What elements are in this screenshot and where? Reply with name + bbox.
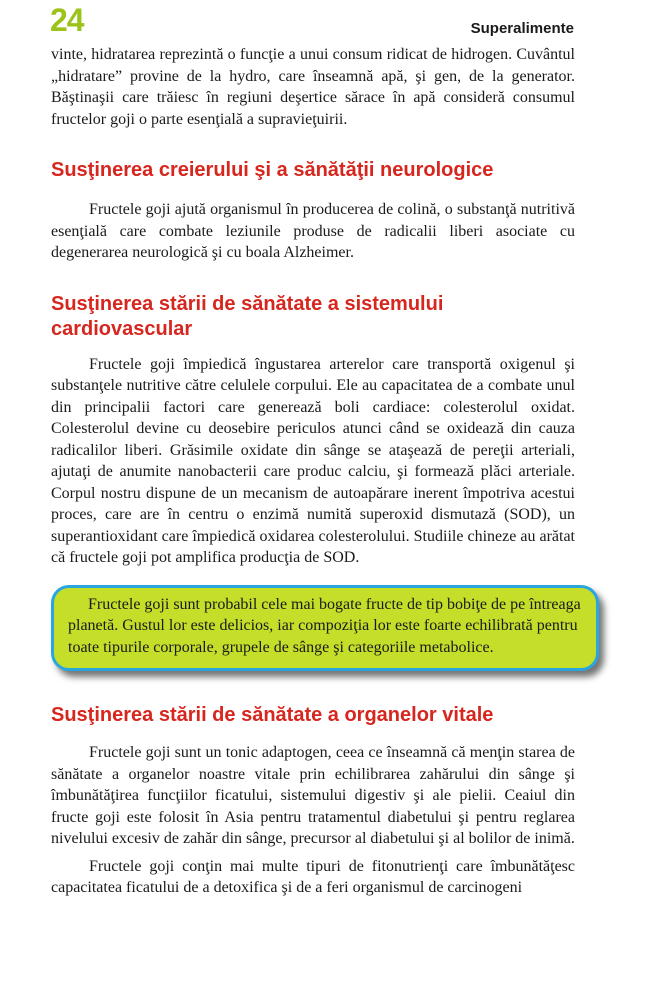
section-heading-vital-organs: Susţinerea stării de sănătate a organelor vitale <box>51 704 494 726</box>
intro-paragraph: vinte, hidratarea reprezintă o funcţie a unui consum ridicat de hidrogen. Cuvântul „hidratare” provine de la hydro, care înseamnă apă, şi gen, de la generator. Băştinaşii care trăiesc în regiuni deşertice sărace în apă consideră consumul fructelor goji o parte esenţială a supravieţuirii. <box>51 46 575 128</box>
section-vital-organs-paragraph-2: Fructele goji conţin mai multe tipuri de fitonutrienţi care îmbunătăţesc capacitatea ficatului de a detoxifica şi de a feri organismul de carcinogeni <box>51 857 575 896</box>
section-heading-cardiovascular: Susţinerea stării de sănătate a sistemului cardiovascular <box>51 292 444 340</box>
callout-box <box>51 585 599 672</box>
section-brain-paragraph: Fructele goji ajută organismul în producerea de colină, o substanţă nutritivă esenţială care combate leziunile produse de radicalii liberi asociate cu degenerarea neurologică şi cu boala Alzheimer. <box>51 201 575 261</box>
section-heading-brain: Susţinerea creierului şi a sănătăţii neurologice <box>51 159 494 181</box>
page-number: 24 <box>50 2 84 38</box>
section-cardiovascular-paragraph: Fructele goji împiedică îngustarea arterelor care transportă oxigenul şi substanţele nutritive către celulele corpului. Ele au capacitatea de a combate unul din principalii factori care generează boli cardiace: colesterolul oxidat. Colesterolul devine cu deosebire periculos atunci când se oxidează din cauza radicalilor liberi. Grăsimile oxidate din sânge se ataşează de pereţii arteriali, ajutaţi de anumite nanobacterii care produc calciu, şi formează plăci arteriale. Corpul nostru dispune de un mecanism de autoapărare inerent împotriva acestui proces, care are în centru o enzimă numită superoxid dismutază (SOD), un superantioxidant care împiedică oxidarea colesterolului. Studiile chineze au arătat că fructele goji pot amplifica producţia de SOD. <box>51 355 575 566</box>
section-vital-organs-paragraph-1: Fructele goji sunt un tonic adaptogen, ceea ce înseamnă că menţin starea de sănătate a organelor noastre vitale prin echilibrarea zahărului din sânge şi îmbunătăţirea funcţiilor ficatului, sistemului digestiv şi ale pielii. Ceaiul din fructe goji este folosit în Asia pentru tratamentul diabetului şi pentru reglarea nivelului excesiv de zahăr din sânge, precursor al diabetului şi al bolilor de inimă. <box>51 744 575 847</box>
page-content <box>51 44 581 899</box>
callout-text: Fructele goji sunt probabil cele mai bogate fructe de tip bobiţe de pe întreaga planetă. Gustul lor este delicios, iar compoziţia lor este foarte echilibrată pentru toate tipurile corporale, grupele de sânge şi categoriile metabolice. <box>68 595 581 656</box>
running-header-title: Superalimente <box>470 20 574 37</box>
